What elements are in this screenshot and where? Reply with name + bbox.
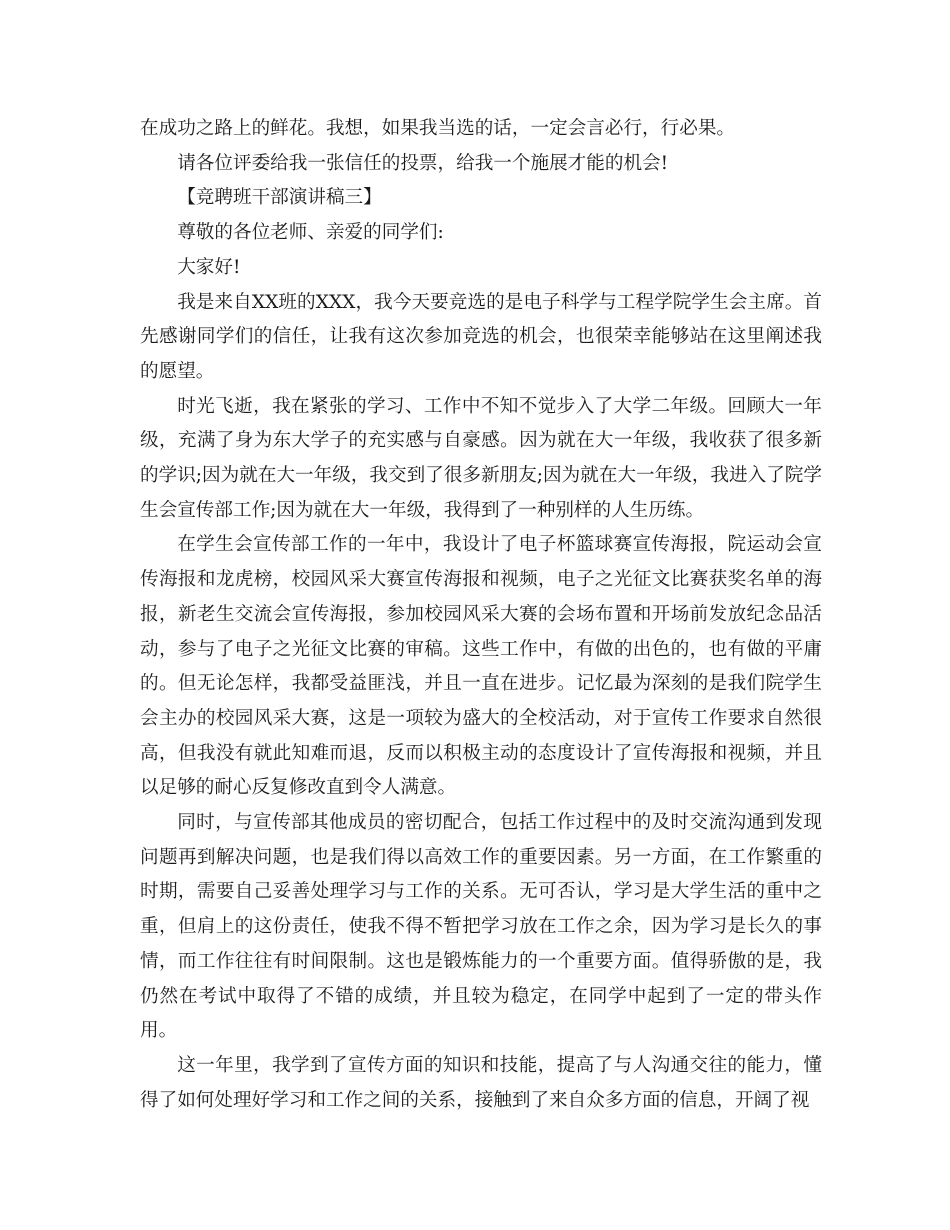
paragraph-continuation: 在成功之路上的鲜花。我想，如果我当选的话，一定会言必行，行必果。: [140, 118, 736, 139]
section-heading: 【竞聘班干部演讲稿三】: [177, 187, 382, 209]
paragraph-freshman-year: 时光飞逝，我在紧张的学习、工作中不知不觉步入了大学二年级。回顾大一年级，充满了身为东大学子的充实感与自豪感。因为就在大一年级，我收获了很多新的学识;因为就在大一年级，我交到了很多新朋友;因为就在大一年级，我进入了院学生会宣传部工作;因为就在大一年级，我得到了一种别样的人生历练。: [140, 395, 822, 521]
paragraph-publicity-work: 在学生会宣传部工作的一年中，我设计了电子杯篮球赛宣传海报，院运动会宣传海报和龙虎榜，校园风采大赛宣传海报和视频，电子之光征文比赛获奖名单的海报，新老生交流会宣传海报，参加校园风采大赛的会场布置和开场前发放纪念品活动，参与了电子之光征文比赛的审稿。这些工作中，有做的出色的，也有做的平庸的。但无论怎样，我都受益匪浅，并且一直在进步。记忆最为深刻的是我们院学生会主办的校园风采大赛，这是一项较为盛大的全校活动，对于宣传工作要求自然很高，但我没有就此知难而退，反而以积极主动的态度设计了宣传海报和视频，并且以足够的耐心反复修改直到令人满意。: [140, 534, 822, 799]
paragraph-gains: 这一年里，我学到了宣传方面的知识和技能，提高了与人沟通交往的能力，懂得了如何处理好学习和工作之间的关系，接触到了来自众多方面的信息，开阔了视: [140, 1054, 822, 1111]
salutation: 尊敬的各位老师、亲爱的同学们:: [177, 222, 444, 244]
document-body: [140, 112, 822, 1118]
paragraph-closing-request: 请各位评委给我一张信任的投票，给我一个施展才能的机会!: [177, 152, 669, 174]
paragraph-introduction: 我是来自XX班的XXX，我今天要竞选的是电子科学与工程学院学生会主席。首先感谢同学们的信任，让我有这次参加竞选的机会，也很荣幸能够站在这里阐述我的愿望。: [140, 291, 822, 382]
paragraph-teamwork-balance: 同时，与宣传部其他成员的密切配合，包括工作过程中的及时交流沟通到发现问题再到解决问题，也是我们得以高效工作的重要因素。另一方面，在工作繁重的时期，需要自己妥善处理学习与工作的关系。无可否认，学习是大学生活的重中之重，但肩上的这份责任，使我不得不暂把学习放在工作之余，因为学习是长久的事情，而工作往往有时间限制。这也是锻炼能力的一个重要方面。值得骄傲的是，我仍然在考试中取得了不错的成绩，并且较为稳定，在同学中起到了一定的带头作用。: [140, 812, 822, 1042]
greeting: 大家好!: [177, 256, 241, 278]
